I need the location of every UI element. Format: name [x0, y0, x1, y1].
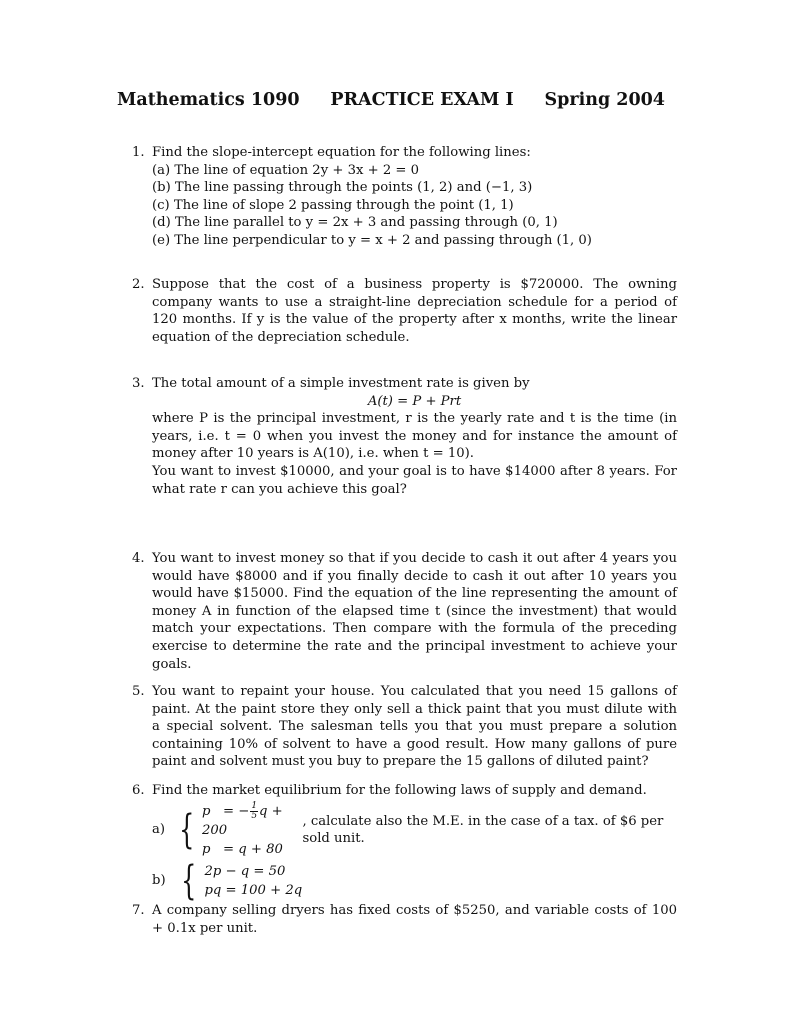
sub-item-d: (d) The line parallel to y = 2x + 3 and passing through (0, 1) [152, 215, 558, 231]
system-b [152, 857, 677, 904]
question-6 [132, 782, 677, 903]
sub-item-b: (b) The line passing through the points (1, 2) and (−1, 3) [152, 180, 533, 196]
question-3 [132, 375, 677, 498]
question-intro: Find the slope-intercept equation for the following lines: [152, 145, 531, 160]
question-text: You want to repaint your house. You calculated that you need 15 gallons of paint. At the paint store they only sell a thick paint that you must dilute with a special solvent. The salesman tells you that you must prepare a solution containing 10% of solvent to have a good result. How many gallons of pure paint and solvent must you buy to prepare the 15 gallons of diluted paint? [152, 684, 677, 770]
page-header [117, 90, 665, 110]
question-intro: Find the market equilibrium for the following laws of supply and demand. [152, 783, 647, 798]
system-note: , calculate also the M.E. in the case of a tax. of $6 per sold unit. [302, 813, 664, 847]
system-a [152, 802, 677, 859]
sub-item-a: (a) The line of equation 2y + 3x + 2 = 0 [152, 162, 420, 178]
fraction: $\frac{1}{5}$ [251, 800, 258, 821]
question-text-goal: You want to invest $10000, and your goal is to have $14000 after 8 years. For what rate r can you achieve this goal? [152, 463, 677, 497]
question-intro: The total amount of a simple investment rate is given by [152, 376, 530, 391]
question-text: You want to invest money so that if you decide to cash it out after 4 years you would have $8000 and if you finally decide to cash it out after 10 years you would have $15000. Find the equation of the line representing the amount of money A in function of the elapsed time t (since the investment) that would match your expectations. Then compare with the formula of the preceding exercise to determine the rate and the principal investment to achieve your goals. [152, 551, 677, 672]
question-4 [132, 550, 677, 673]
formula: A(t) = P + Prt [367, 393, 462, 409]
question-number: 6. [132, 783, 145, 798]
course-name: Mathematics 1090 [117, 90, 300, 110]
question-number: 3. [132, 376, 145, 391]
question-number: 5. [132, 684, 145, 699]
equation-row: p = − $\frac{1}{5}$ q + 200 [201, 800, 283, 838]
question-2 [132, 276, 677, 346]
equation-row: pq = 100 + 2q [204, 882, 303, 898]
brace-symbol: { [181, 857, 197, 904]
brace-symbol: { [178, 807, 194, 854]
question-number: 7. [132, 903, 145, 918]
question-1 [132, 144, 677, 250]
system-label: b) [152, 872, 166, 888]
question-number: 4. [132, 551, 145, 566]
equation-row: p = q + 80 [201, 841, 283, 857]
question-5 [132, 683, 677, 771]
question-7 [132, 902, 677, 937]
sub-item-c: (c) The line of slope 2 passing through the point (1, 1) [152, 197, 514, 213]
exam-title: PRACTICE EXAM I [330, 90, 514, 110]
system-label: a) [152, 822, 166, 838]
question-number: 1. [132, 145, 145, 160]
equation-row: 2p − q = 50 [204, 863, 286, 879]
question-number: 2. [132, 277, 145, 292]
question-text: where P is the principal investment, r is the yearly rate and t is the time (in years, i.e. t = 0 when you invest the money and for instance the amount of money after 10 years is A(10), i.e. when t = 10). [152, 411, 677, 462]
question-text: Suppose that the cost of a business property is $720000. The owning company wants to use a straight-line depreciation schedule for a period of 120 months. If y is the value of the property after x months, write the linear equation of the depreciation schedule. [152, 277, 677, 345]
sub-item-e: (e) The line perpendicular to y = x + 2 and passing through (1, 0) [152, 232, 592, 248]
exam-term: Spring 2004 [544, 90, 665, 110]
question-text: A company selling dryers has fixed costs of $5250, and variable costs of 100 + 0.1x per unit. [152, 903, 677, 936]
